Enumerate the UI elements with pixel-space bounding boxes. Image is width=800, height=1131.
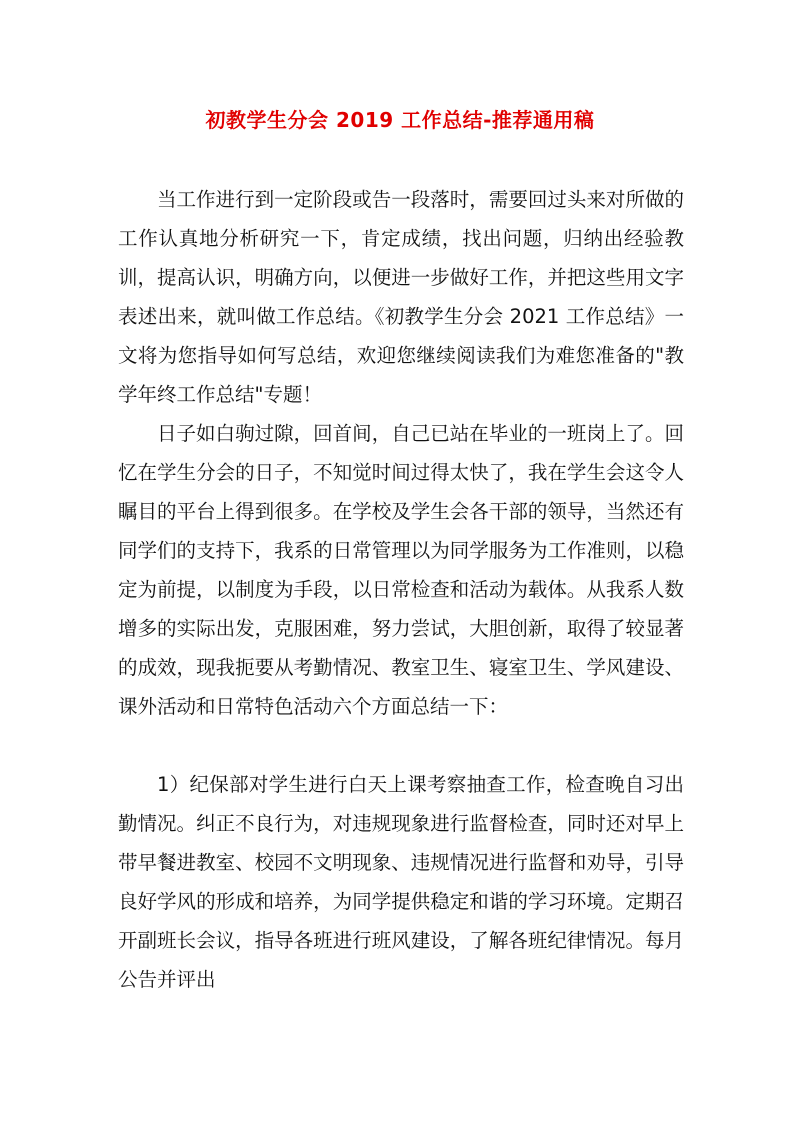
document-body — [118, 180, 684, 999]
paragraph-item-1: 1）纪保部对学生进行白天上课考察抽查工作，检查晚自习出勤情况。纠正不良行为，对违规现象进行监督检查，同时还对早上带早餐进教室、校园不文明现象、违规情况进行监督和劝导，引导良好学风的形成和培养，为同学提供稳定和谐的学习环境。定期召开副班长会议，指导各班进行班风建设，了解各班纪律情况。每月公告并评出 — [118, 773, 684, 991]
paragraph-review: 日子如白驹过隙，回首间，自己已站在毕业的一班岗上了。回忆在学生分会的日子，不知觉时间过得太快了，我在学生会这令人瞩目的平台上得到很多。在学校及学生会各干部的领导，当然还有同学们的支持下，我系的日常管理以为同学服务为工作准则，以稳定为前提，以制度为手段，以日常检查和活动为载体。从我系人数增多的实际出发，克服困难，努力尝试，大胆创新，取得了较显著的成效，现我扼要从考勤情况、教室卫生、寝室卫生、学风建设、课外活动和日常特色活动六个方面总结一下： — [118, 422, 684, 718]
document-title: 初教学生分会 2019 工作总结-推荐通用稿 — [205, 108, 595, 132]
paragraph-intro: 当工作进行到一定阶段或告一段落时，需要回过头来对所做的工作认真地分析研究一下，肯定成绩，找出问题，归纳出经验教训，提高认识，明确方向，以便进一步做好工作，并把这些用文字表述出来，就叫做工作总结。《初教学生分会 2021 工作总结》一文将为您指导如何写总结，欢迎您继续阅读我们为难您准备的"教学年终工作总结"专题！ — [118, 188, 684, 406]
